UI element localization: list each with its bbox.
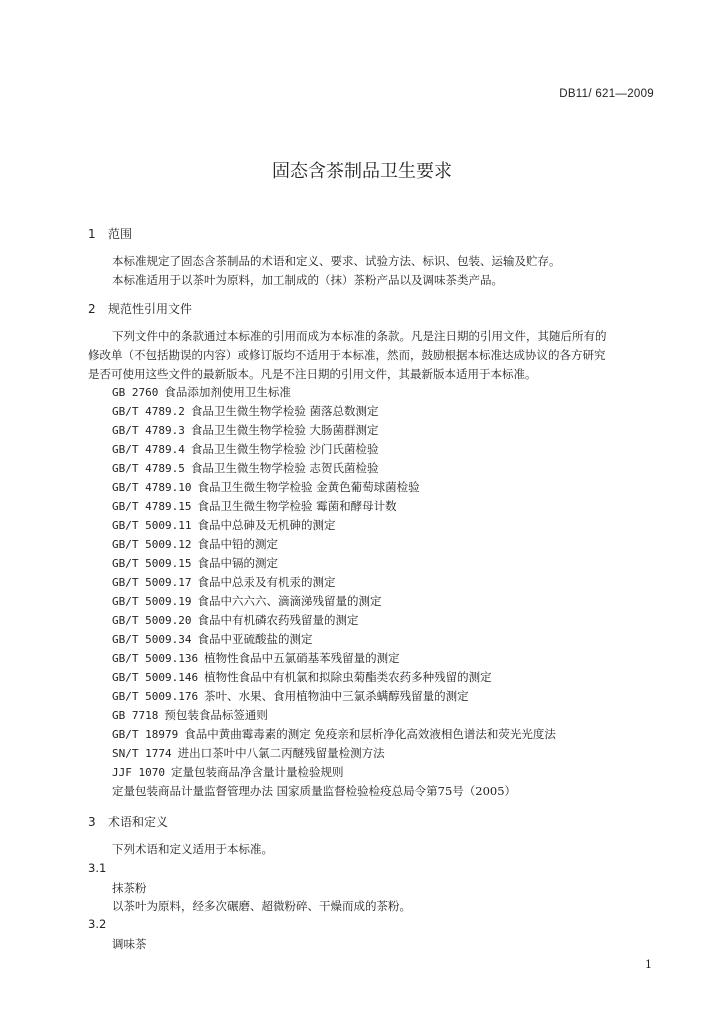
paragraph-line: 下列文件中的条款通过本标准的引用而成为本标准的条款。凡是注日期的引用文件，其随后所有的 [112,329,607,343]
reference-item [112,403,379,419]
reference-code: GB/T 5009.136 [112,652,199,665]
reference-title: 预包装食品标签通则 [164,708,268,722]
document-title: 固态含茶制品卫生要求 [272,161,452,182]
reference-title: 食品卫生微生物学检验 霉菌和酵母计数 [197,499,397,513]
section-title: 范围 [108,227,133,241]
reference-item [112,669,492,685]
reference-title: 食品卫生微生物学检验 志贺氏菌检验 [190,461,379,475]
reference-code: GB 2760 [112,386,159,399]
reference-item [112,384,291,400]
reference-title: 食品添加剂使用卫生标准 [164,385,291,399]
reference-code: GB/T 5009.146 [112,671,199,684]
reference-code: GB/T 18979 [112,728,179,741]
reference-item [112,745,385,761]
reference-code: GB/T 4789.2 [112,405,185,418]
reference-code: GB/T 4789.5 [112,462,185,475]
section-3-heading [88,813,168,830]
reference-item [112,707,268,723]
reference-item [112,574,335,590]
reference-item [112,783,516,799]
reference-code: GB/T 4789.15 [112,500,192,513]
reference-item [112,460,379,476]
reference-title: 食品中有机磷农药残留量的测定 [197,613,359,627]
reference-item [112,422,379,438]
section-title: 术语和定义 [108,815,169,829]
reference-code: SN/T 1774 [112,747,172,760]
reference-item [112,726,556,742]
paragraph: 本标准适用于以茶叶为原料，加工制成的（抹）茶粉产品以及调味茶类产品。 [112,273,503,287]
term-name: 抹茶粉 [112,881,147,895]
section-2-heading [88,300,192,317]
reference-item [112,650,400,666]
reference-code: GB/T 5009.20 [112,614,192,627]
reference-code: GB/T 5009.11 [112,519,192,532]
paragraph-line: 是否可使用这些文件的最新版本。凡是不注日期的引用文件，其最新版本适用于本标准。 [88,367,537,381]
reference-item [112,479,420,495]
reference-title: 食品中铅的测定 [197,537,278,551]
section-number: 1 [88,227,96,241]
term-number: 3.1 [88,861,107,875]
term-number: 3.2 [88,917,107,931]
reference-title: 食品卫生微生物学检验 大肠菌群测定 [190,423,379,437]
reference-title: 进出口茶叶中八氯二丙醚残留量检测方法 [177,746,385,760]
reference-title: 定量包装商品计量监督管理办法 国家质量监督检验检疫总局令第75号（2005） [112,784,517,798]
section-title: 规范性引用文件 [108,302,193,316]
reference-item [112,593,381,609]
reference-item [112,764,343,780]
section-1-heading [88,225,132,242]
section-number: 2 [88,302,96,316]
paragraph: 本标准规定了固态含茶制品的术语和定义、要求、试验方法、标识、包装、运输及贮存。 [112,254,561,268]
reference-title: 食品卫生微生物学检验 金黄色葡萄球菌检验 [197,480,420,494]
term-name: 调味茶 [112,937,147,951]
reference-item [112,536,278,552]
reference-title: 食品中镉的测定 [197,556,278,570]
reference-code: GB/T 5009.12 [112,538,192,551]
reference-item [112,555,278,571]
reference-code: GB/T 5009.176 [112,690,199,703]
reference-title: 食品中总砷及无机砷的测定 [197,518,336,532]
reference-title: 食品中黄曲霉毒素的测定 免疫亲和层析净化高效液相色谱法和荧光光度法 [184,727,556,741]
section-number: 3 [88,815,96,829]
reference-title: 食品中六六六、滴滴涕残留量的测定 [197,594,382,608]
reference-title: 食品卫生微生物学检验 沙门氏菌检验 [190,442,379,456]
reference-item [112,688,469,704]
paragraph-line: 修改单（不包括勘误的内容）或修订版均不适用于本标准，然而，鼓励根据本标准达成协议的各方研究 [88,348,606,362]
reference-code: GB/T 4789.3 [112,424,185,437]
reference-code: GB/T 4789.10 [112,481,192,494]
reference-title: 茶叶、水果、食用植物油中三氯杀螨醇残留量的测定 [204,689,469,703]
reference-code: JJF 1070 [112,766,165,779]
reference-code: GB/T 5009.17 [112,576,192,589]
reference-code: GB/T 4789.4 [112,443,185,456]
reference-item [112,631,312,647]
paragraph: 下列术语和定义适用于本标准。 [112,842,273,856]
reference-code: GB/T 5009.15 [112,557,192,570]
reference-title: 食品卫生微生物学检验 菌落总数测定 [190,404,379,418]
reference-code: GB/T 5009.34 [112,633,192,646]
page-number: 1 [645,958,652,971]
reference-item [112,498,397,514]
reference-item [112,441,379,457]
reference-item [112,517,335,533]
reference-item [112,612,358,628]
reference-title: 食品中亚硫酸盐的测定 [197,632,313,646]
reference-code: GB 7718 [112,709,159,722]
reference-title: 植物性食品中五氯硝基苯残留量的测定 [204,651,400,665]
reference-code: GB/T 5009.19 [112,595,192,608]
term-definition: 以茶叶为原料，经多次碾磨、超微粉碎、干燥而成的茶粉。 [112,899,411,913]
reference-title: 定量包装商品净含量计量检验规则 [170,765,344,779]
standard-code: DB11/ 621—2009 [559,88,654,100]
reference-title: 食品中总汞及有机汞的测定 [197,575,336,589]
reference-title: 植物性食品中有机氯和拟除虫菊酯类农药多种残留的测定 [204,670,492,684]
